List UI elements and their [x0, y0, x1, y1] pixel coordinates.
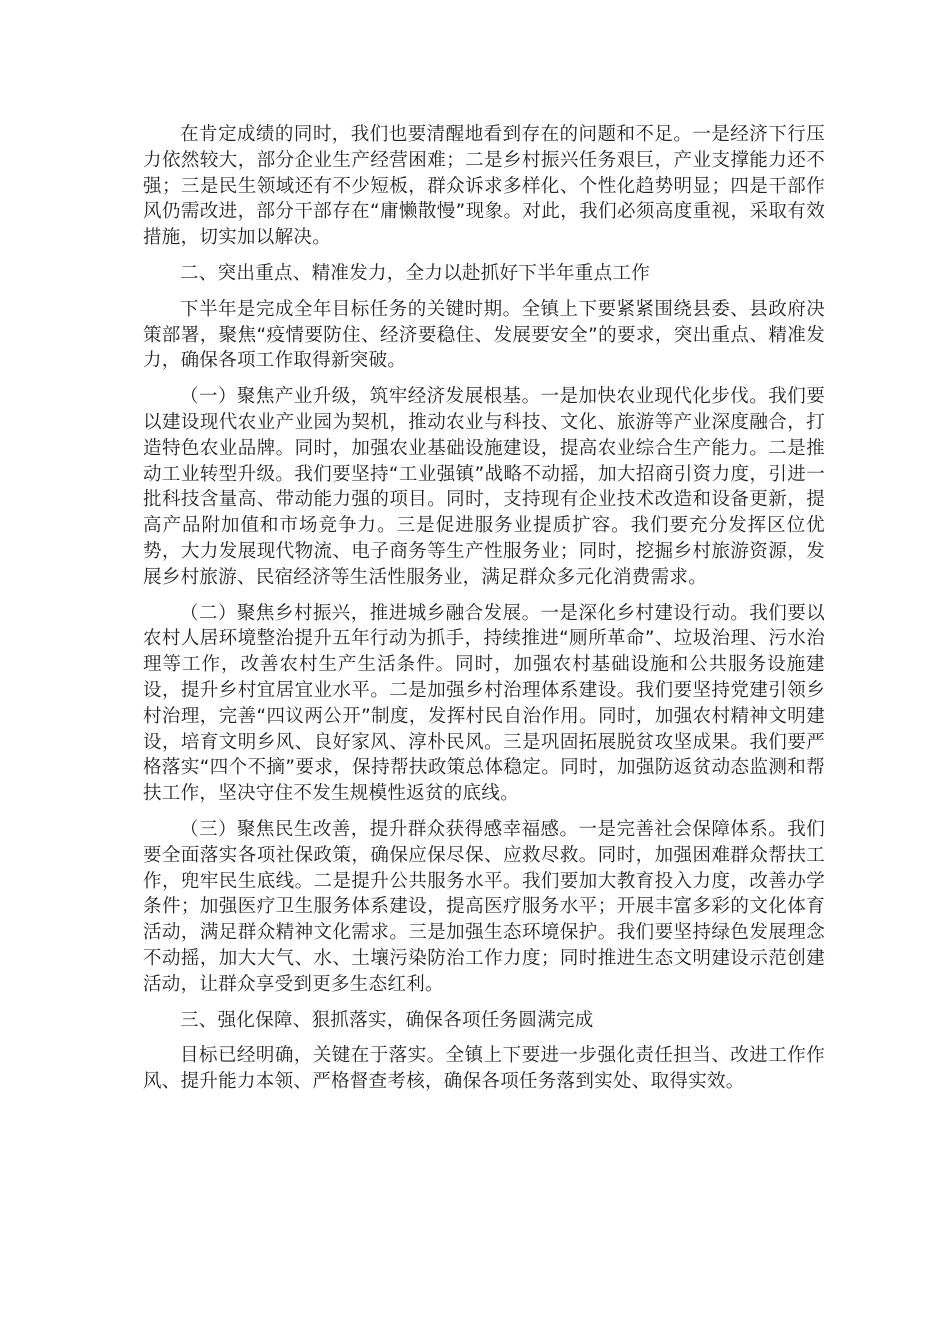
paragraph-implementation: 目标已经明确，关键在于落实。全镇上下要进一步强化责任担当、改进工作作风、提升能力本领、严格督查考核，确保各项任务落到实处、取得实效。 [143, 1045, 825, 1093]
paragraph-livelihood: （三）聚焦民生改善，提升群众获得感幸福感。一是完善社会保障体系。我们要全面落实各项社保政策，确保应保尽保、应救尽救。同时，加强困难群众帮扶工作，兜牢民生底线。二是提升公共服务水平。我们要加大教育投入力度，改善办学条件；加强医疗卫生服务体系建设，提高医疗服务水平；开展丰富多彩的文化体育活动，满足群众精神文化需求。三是加强生态环境保护。我们要坚持绿色发展理念不动摇，加大大气、水、土壤污染防治工作力度；同时推进生态文明建设示范创建活动，让群众享受到更多生态红利。 [143, 818, 825, 995]
section-heading-3: 三、强化保障、狠抓落实，确保各项任务圆满完成 [180, 1009, 594, 1031]
section-heading-2: 二、突出重点、精准发力，全力以赴抓好下半年重点工作 [180, 262, 651, 284]
document-body [143, 122, 825, 1105]
paragraph-problems: 在肯定成绩的同时，我们也要清醒地看到存在的问题和不足。一是经济下行压力依然较大，部分企业生产经营困难；二是乡村振兴任务艰巨，产业支撑能力还不强；三是民生领域还有不少短板，群众诉求多样化、个性化趋势明显；四是干部作风仍需改进，部分干部存在“庸懒散慢”现象。对此，我们必须高度重视，采取有效措施，切实加以解决。 [143, 124, 825, 249]
paragraph-second-half-intro: 下半年是完成全年目标任务的关键时期。全镇上下要紧紧围绕县委、县政府决策部署，聚焦“疫情要防住、经济要稳住、发展要安全”的要求，突出重点、精准发力，确保各项工作取得新突破。 [143, 298, 825, 372]
paragraph-industry-upgrade: （一）聚焦产业升级，筑牢经济发展根基。一是加快农业现代化步伐。我们要以建设现代农业产业园为契机，推动农业与科技、文化、旅游等产业深度融合，打造特色农业品牌。同时，加强农业基础设施建设，提高农业综合生产能力。二是推动工业转型升级。我们要坚持“工业强镇”战略不动摇，加大招商引资力度，引进一批科技含量高、带动能力强的项目。同时，支持现有企业技术改造和设备更新，提高产品附加值和市场竞争力。三是促进服务业提质扩容。我们要充分发挥区位优势，大力发展现代物流、电子商务等生产性服务业；同时，挖掘乡村旅游资源，发展乡村旅游、民宿经济等生活性服务业，满足群众多元化消费需求。 [143, 386, 825, 588]
paragraph-rural-revitalization: （二）聚焦乡村振兴，推进城乡融合发展。一是深化乡村建设行动。我们要以农村人居环境整治提升五年行动为抓手，持续推进“厕所革命”、垃圾治理、污水治理等工作，改善农村生产生活条件。同时，加强农村基础设施和公共服务设施建设，提升乡村宜居宜业水平。二是加强乡村治理体系建设。我们要坚持党建引领乡村治理，完善“四议两公开”制度，发挥村民自治作用。同时，加强农村精神文明建设，培育文明乡风、良好家风、淳朴民风。三是巩固拓展脱贫攻坚成果。我们要严格落实“四个不摘”要求，保持帮扶政策总体稳定。同时，加强防返贫动态监测和帮扶工作，坚决守住不发生规模性返贫的底线。 [143, 602, 825, 805]
